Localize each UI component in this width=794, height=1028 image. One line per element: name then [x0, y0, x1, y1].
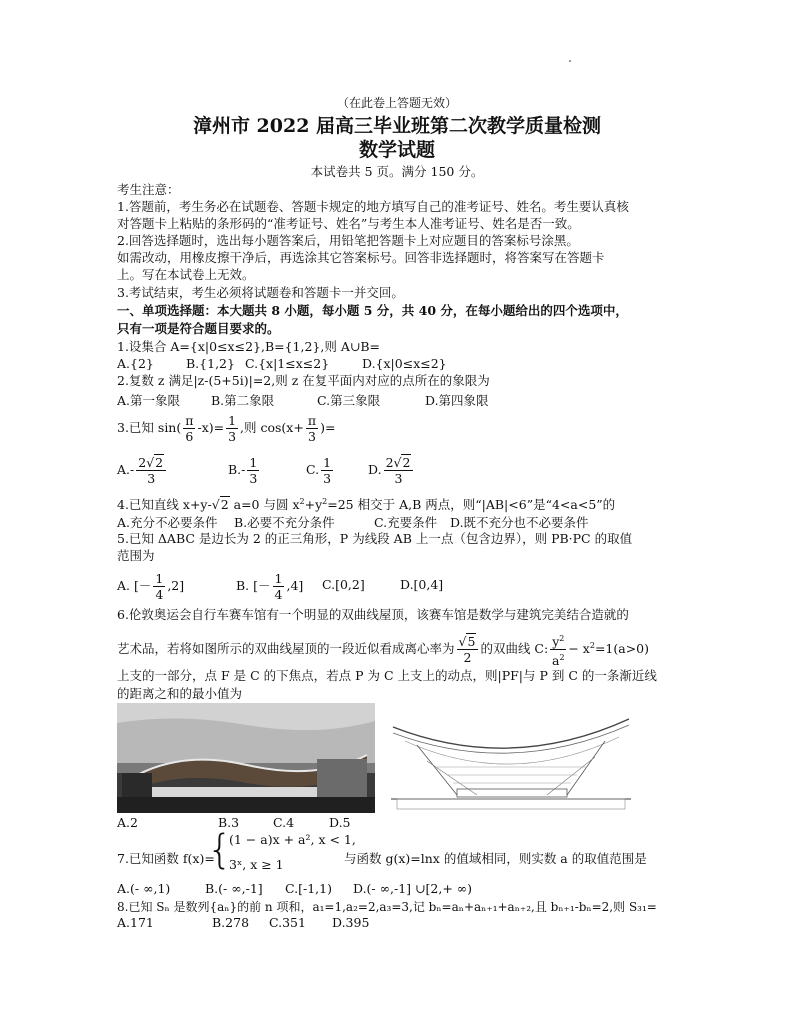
q2-option-b: B.第二象限	[211, 393, 275, 408]
q3-option-c: C. $\frac{1}{3}$	[306, 455, 332, 486]
q4-option-b: B.必要不充分条件	[234, 515, 335, 530]
question-6-stem: 的距离之和的最小值为	[117, 686, 243, 701]
question-7-prefix: 7.已知函数 f(x)=	[117, 851, 215, 866]
q6-option-b: B.3	[218, 815, 240, 830]
q5-option-d: D.[0,4]	[400, 577, 444, 592]
question-3-stem: 3.已知 sin( $\frac{\pi}{6}$ -x)= $\frac{1}{3}$ ,则 cos(x+ $\frac{\pi}{3}$ )=	[117, 413, 336, 444]
q6-option-d: D.5	[329, 815, 351, 830]
speck	[569, 60, 571, 62]
q2-option-c: C.第三象限	[317, 393, 381, 408]
question-6-stem: 6.伦敦奥运会自行车赛车馆有一个明显的双曲线屋顶，该赛车馆是数学与建筑完美结合造就的	[117, 607, 629, 622]
q8-option-c: C.351	[269, 915, 306, 930]
q4-option-a: A.充分不必要条件	[117, 515, 218, 530]
q2-option-d: D.第四象限	[425, 393, 489, 408]
notice-line: 3.考试结束，考生必须将试题卷和答题卡一并交回。	[117, 285, 404, 300]
question-2-stem: 2.复数 z 满足|z-(5+5i)|=2,则 z 在复平面内对应的点所在的象限为	[117, 373, 490, 388]
q4-option-c: C.充要条件	[374, 515, 438, 530]
velodrome-photo-icon	[117, 703, 375, 813]
question-7-stem: 与函数 g(x)=lnx 的值域相同，则实数 a 的取值范围是	[344, 851, 647, 866]
velodrome-section-drawing-icon	[387, 703, 635, 813]
exam-note: （在此卷上答题无效）	[336, 96, 457, 110]
exam-meta: 本试卷共 5 页。满分 150 分。	[310, 164, 484, 179]
piecewise-case-1: (1 − a)x + a², x < 1,	[229, 832, 356, 847]
question-5-stem: 范围为	[117, 548, 155, 563]
section-heading: 一、单项选择题：本大题共 8 小题，每小题 5 分，共 40 分，在每小题给出的四个选项中，	[117, 303, 628, 318]
notice-line: 如需改动，用橡皮擦干净后，再选涂其它答案标号。回答非选择题时，将答案写在答题卡	[117, 250, 605, 265]
q1-option-b: B.{1,2}	[186, 356, 235, 371]
q7-option-b: B.(- ∞,-1]	[205, 881, 263, 896]
exam-subject: 数学试题	[358, 139, 435, 161]
q1-option-d: D.{x|0≤x≤2}	[362, 356, 447, 371]
q8-option-a: A.171	[117, 915, 154, 930]
q5-option-c: C.[0,2]	[322, 577, 365, 592]
notice-line: 1.答题前，考生务必在试题卷、答题卡规定的地方填写自己的准考证号、姓名。考生要认真核	[117, 199, 629, 214]
question-8-stem: 8.已知 Sₙ 是数列{aₙ}的前 n 项和，a₁=1,a₂=2,a₃=3,记 bₙ=aₙ+aₙ₊₁+aₙ₊₂,且 bₙ₊₁-bₙ=2,则 S₃₁=	[117, 900, 657, 914]
piecewise-case-2: 3ˣ, x ≥ 1	[229, 857, 284, 872]
q3-option-a: A.- $\frac{2√2}{3}$	[117, 452, 168, 488]
notice-line: 上。写在本试卷上无效。	[117, 267, 255, 282]
piecewise-brace: {	[207, 827, 233, 873]
question-6-stem: 艺术品，若将如图所示的双曲线屋顶的一段近似看成离心率为 $\frac{√5}{2}$ 的双曲线 C: $\frac{y^2}{a^2}$ − $x^2=1(a>0)$	[117, 628, 649, 664]
q1-option-c: C.{x|1≤x≤2}	[245, 356, 330, 371]
question-5-stem: 5.已知 ΔABC 是边长为 2 的正三角形，P 为线段 AB 上一点（包含边界），则 PB·PC 的取值	[117, 531, 633, 546]
section-heading: 只有一项是符合题目要求的。	[117, 321, 280, 336]
q7-option-c: C.[-1,1)	[285, 881, 332, 896]
q3-option-d: D. $\frac{2√2}{3}$	[368, 452, 415, 488]
question-6-stem: 上支的一部分，点 F 是 C 的下焦点，若点 P 为 C 上支上的动点，则|PF|与 P 到 C 的一条渐近线	[117, 668, 657, 683]
q1-option-a: A.{2}	[117, 356, 154, 371]
q5-option-b: B. [－ $\frac{1}{4}$ ,4]	[236, 571, 304, 602]
q5-option-a: A. [－ $\frac{1}{4}$ ,2]	[117, 571, 185, 602]
notice-line: 对答题卡上粘贴的条形码的“准考证号、姓名”与考生本人准考证号、姓名是否一致。	[117, 216, 580, 231]
q2-option-a: A.第一象限	[117, 393, 181, 408]
q6-option-c: C.4	[273, 815, 295, 830]
notice-heading: 考生注意：	[117, 182, 180, 197]
q8-option-b: B.278	[212, 915, 250, 930]
question-1-stem: 1.设集合 A={x|0≤x≤2},B={1,2},则 A∪B=	[117, 339, 380, 354]
q8-option-d: D.395	[332, 915, 370, 930]
q7-option-d: D.(- ∞,-1] ∪[2,+ ∞)	[353, 881, 473, 896]
notice-line: 2.回答选择题时，选出每小题答案后，用铅笔把答题卡上对应题目的答案标号涂黑。	[117, 233, 579, 248]
q6-option-a: A.2	[117, 815, 138, 830]
q3-option-b: B.- $\frac{1}{3}$	[228, 455, 258, 486]
exam-title: 漳州市 2022 届高三毕业班第二次教学质量检测	[192, 115, 602, 137]
q4-option-d: D.既不充分也不必要条件	[450, 515, 589, 530]
q7-option-a: A.(- ∞,1)	[117, 881, 171, 896]
question-4-stem: 4.已知直线 x+y-√2 a=0 与圆 $x^2+y^2=25$ 相交于 A,B 两点，则“|AB|<6”是“4<a<5”的	[117, 497, 616, 513]
